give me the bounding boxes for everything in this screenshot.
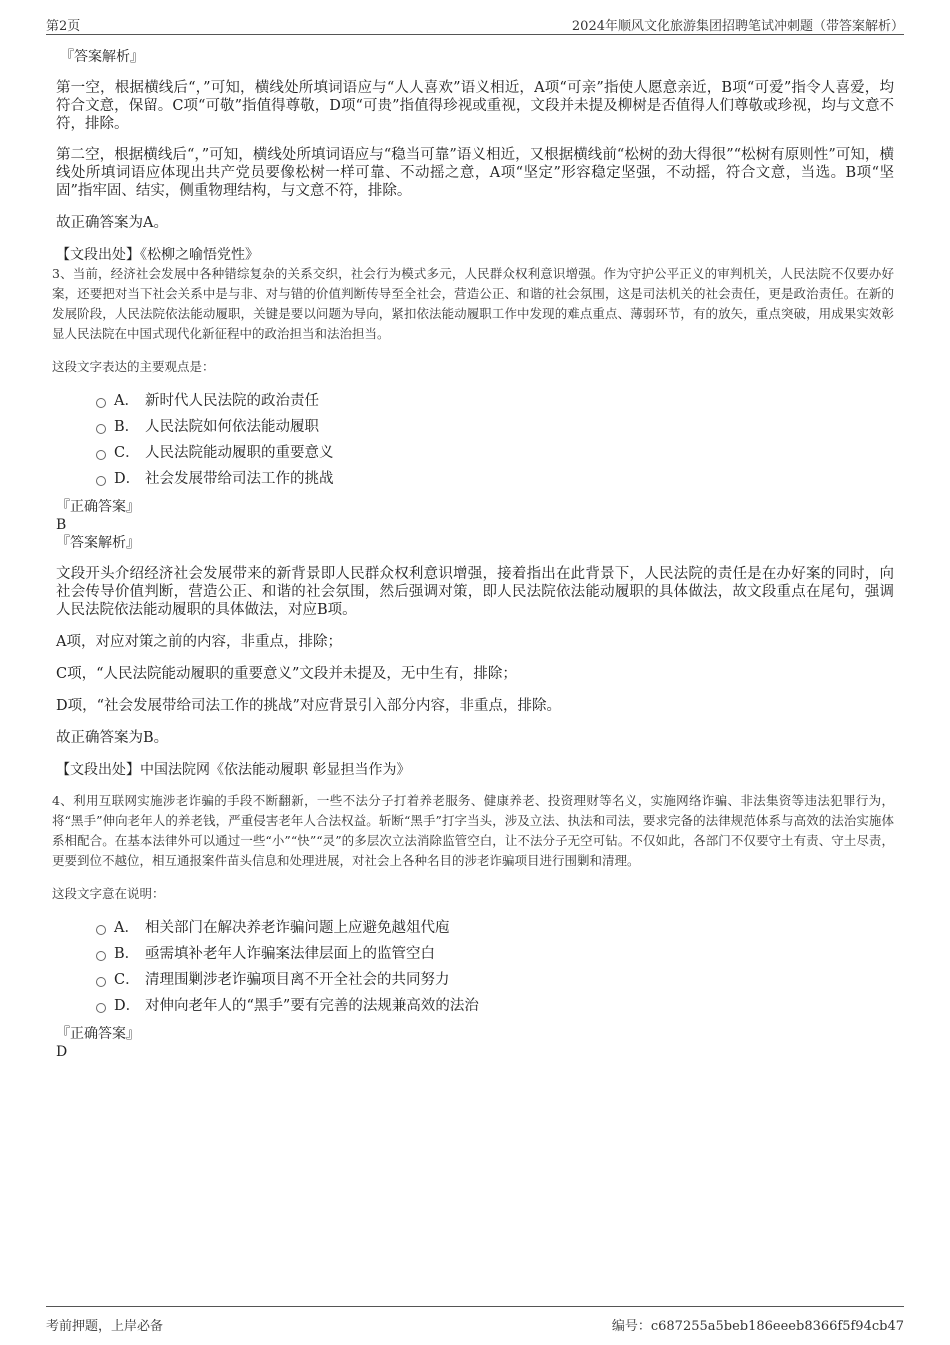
answer-options [56,388,894,492]
question-prompt: 这段文字意在说明： [52,886,165,901]
correct-answer-label: 『正确答案』 [56,499,140,515]
analysis-paragraph: C项，“人民法院能动履职的重要意义”文段并未提及，无中生有，排除； [56,666,517,682]
answer-analysis-label: 『答案解析』 [60,49,144,65]
analysis-paragraph: 第一空，根据横线后“，”可知，横线处所填词语应与“人人喜欢”语义相近，A项“可亲”指使人愿意亲近，B项“可爱”指令人喜爱，均符合文意，保留。C项“可敬”指值得尊敬，D项“可贵”指值得珍视或重视，文段并未提及柳树是否值得人们尊敬或珍视，均与文意不符，排除。 [56,80,894,132]
question-stem: 4、利用互联网实施涉老诈骗的手段不断翻新，一些不法分子打着养老服务、健康养老、投资理财等名义，实施网络诈骗、非法集资等违法犯罪行为，将“黑手”伸向老年人的养老钱，严重侵害老年人合法权益。斩断“黑手”打字当头，涉及立法、执法和司法，要求完备的法律规范体系与高效的法治实施体系相配合。在基本法律外可以通过一些“小”“快”“灵”的多层次立法消除监管空白，让不法分子无空可钻。不仅如此，各部门不仅要守土有责、守土尽责，更要到位不越位，相互通报案件苗头信息和处理进展，对社会上各种名目的涉老诈骗项目进行围剿和清理。 [52,793,894,868]
answer-options [56,915,894,1019]
question-stem: 3、当前，经济社会发展中各种错综复杂的关系交织，社会行为模式多元，人民群众权利意识增强。作为守护公平正义的审判机关，人民法院不仅要办好案，还要把对当下社会关系中是与非、对与错的价值判断传导至全社会，营造公正、和谐的社会氛围，这是司法机关的社会责任，更是政治责任。在新的发展阶段，人民法院依法能动履职，关键是要以问题为导向，紧扣依法能动履职工作中发现的难点重点、薄弱环节，有的放矢，重点突破，用成果实效彰显人民法院在中国式现代化新征程中的政治担当和法治担当。 [52,266,894,341]
option-b[interactable]: B． 人民法院如何依法能动履职 [56,414,894,440]
option-d[interactable]: D． 社会发展带给司法工作的挑战 [56,466,894,492]
radio-button-icon[interactable] [96,450,106,460]
question-prompt: 这段文字表达的主要观点是： [52,359,215,374]
document-body [52,48,894,1061]
analysis-paragraph: D项，“社会发展带给司法工作的挑战”对应背景引入部分内容，非重点，排除。 [56,698,561,714]
option-a[interactable]: A． 相关部门在解决养老诈骗问题上应避免越俎代庖 [56,915,894,941]
option-d[interactable]: D． 对伸向老年人的“黑手”要有完善的法规兼高效的法治 [56,993,894,1019]
correct-answer: B [56,517,67,533]
radio-button-icon[interactable] [96,951,106,961]
document-title: 2024年顺风文化旅游集团招聘笔试冲刺题（带答案解析） [571,19,904,34]
analysis-paragraph: A项，对应对策之前的内容，非重点，排除； [56,634,342,650]
answer-conclusion: 故正确答案为B。 [56,730,169,746]
passage-source: 【文段出处】《松柳之喻悟党性》 [56,247,259,263]
passage-source: 【文段出处】中国法院网《依法能动履职 彰显担当作为》 [56,762,411,778]
page-footer [46,1306,904,1335]
page-number: 第2页 [46,19,81,34]
radio-button-icon[interactable] [96,424,106,434]
radio-button-icon[interactable] [96,476,106,486]
radio-button-icon[interactable] [96,977,106,987]
answer-conclusion: 故正确答案为A。 [56,215,168,231]
analysis-paragraph: 文段开头介绍经济社会发展带来的新背景即人民群众权利意识增强，接着指出在此背景下，人民法院的责任是在办好案的同时，向社会传导价值判断，营造公正、和谐的社会氛围，然后强调对策，即人民法院依法能动履职的具体做法，故文段重点在尾句，强调人民法院依法能动履职的具体做法，对应B项。 [56,566,894,618]
answer-analysis-label: 『答案解析』 [56,535,140,551]
option-a[interactable]: A． 新时代人民法院的政治责任 [56,388,894,414]
correct-answer-label: 『正确答案』 [56,1026,140,1042]
analysis-paragraph: 第二空，根据横线后“，”可知，横线处所填词语应与“稳当可靠”语义相近，又根据横线前“松树的劲大得很”“松树有原则性”可知，横线处所填词语应体现出共产党员要像松树一样可靠、不动摇之意，A项“坚定”形容稳定坚强，不动摇，符合文意，当选。B项“坚固”指牢固、结实，侧重物理结构，与文意不符，排除。 [56,147,894,199]
option-b[interactable]: B． 亟需填补老年人诈骗案法律层面上的监管空白 [56,941,894,967]
correct-answer: D [56,1044,68,1060]
page-header [46,14,904,35]
radio-button-icon[interactable] [96,1003,106,1013]
radio-button-icon[interactable] [96,925,106,935]
option-c[interactable]: C． 清理围剿涉老诈骗项目离不开全社会的共同努力 [56,967,894,993]
footer-slogan: 考前押题，上岸必备 [46,1319,164,1334]
document-id: 编号：c687255a5beb186eeeb8366f5f94cb47 [611,1319,904,1334]
option-c[interactable]: C． 人民法院能动履职的重要意义 [56,440,894,466]
radio-button-icon[interactable] [96,398,106,408]
